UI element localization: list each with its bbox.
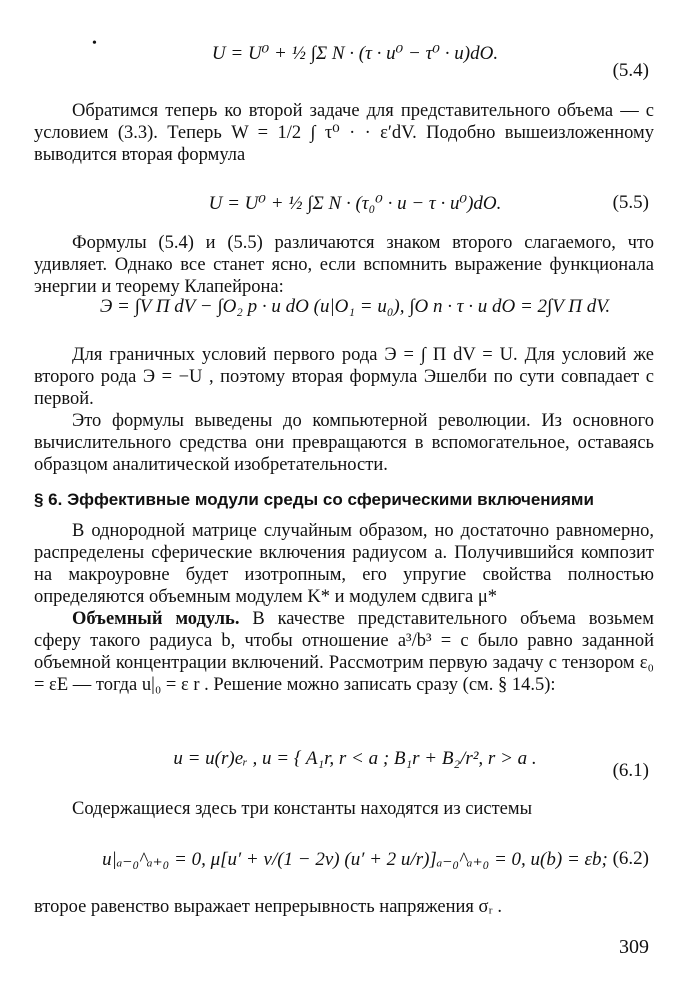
paragraph-3: Для граничных условий первого рода Э = ∫ Π dV = U. Для условий же второго рода Э = −U , поэтому вторая формула Эшелби по сути совпадает с первой. bbox=[34, 345, 654, 409]
paragraph-8: второе равенство выражает непрерывность напряжения σᵣ . bbox=[34, 897, 502, 917]
paragraph-2: Формулы (5.4) и (5.5) различаются знаком второго слагаемого, что удивляет. Однако все станет ясно, если вспомнить выражение функционала энергии и теорему Клапейрона: bbox=[34, 233, 654, 297]
paragraph-7: Содержащиеся здесь три константы находятся из системы bbox=[72, 799, 533, 819]
equation-energy: Э = ∫V Π dV − ∫O₂ p · u dO (u|O₁ = u₀), ∫O n · τ · u dO = 2∫V Π dV. bbox=[99, 296, 611, 317]
section-heading: § 6. Эффективные модули среды со сферическими включениями bbox=[34, 490, 594, 509]
equation-6-1: u = u(r)eᵣ , u = { A₁r, r < a ; B₁r + B₂/r², r > a . bbox=[173, 748, 537, 769]
equation-number-6-1: (6.1) bbox=[612, 760, 649, 781]
paragraph-6 bbox=[34, 608, 654, 696]
equation-number-5-5: (5.5) bbox=[612, 192, 649, 213]
stray-mark: • bbox=[92, 36, 97, 51]
equation-number-5-4: (5.4) bbox=[612, 60, 649, 81]
paragraph-6-body: В качестве представительного объема возьмем сферу такого радиуса b, чтобы отношение a³/b³ = c было равно заданной объемной концентрации включений. Рассмотрим первую задачу с тензором ε₀ = εE — тогда u|₀ = ε r . Решение можно записать сразу (см. § 14.5): bbox=[34, 609, 654, 695]
paragraph-6-lead: Объемный модуль. bbox=[72, 609, 240, 629]
paragraph-5: В однородной матрице случайным образом, но достаточно равномерно, распределены сферические включения радиусом a. Получившийся композит на макроуровне будет изотропным, его упругие свойства полностью определяются объемным модулем K* и модулем сдвига μ* bbox=[34, 521, 654, 607]
page-number: 309 bbox=[619, 936, 649, 958]
equation-number-6-2: (6.2) bbox=[612, 848, 649, 869]
equation-5-5: U = U⁰ + ½ ∫Σ N · (τ₀⁰ · u − τ · u⁰)dO. bbox=[208, 193, 502, 214]
paragraph-4: Это формулы выведены до компьютерной революции. Из основного вычислительного средства они превращаются в вспомогательное, оставаясь образцом аналитической изобретательности. bbox=[34, 411, 654, 475]
equation-5-4: U = U⁰ + ½ ∫Σ N · (τ · u⁰ − τ⁰ · u)dO. bbox=[211, 43, 499, 64]
equation-6-2: u|ₐ₋₀^ₐ₊₀ = 0, μ[u′ + ν/(1 − 2ν) (u′ + 2 u/r)]ₐ₋₀^ₐ₊₀ = 0, u(b) = εb; bbox=[102, 849, 608, 870]
paragraph-1: Обратимся теперь ко второй задаче для представительного объема — с условием (3.3). Теперь W = 1/2 ∫ τ⁰ · · ε′dV. Подобно вышеизложенному выводится вторая формула bbox=[34, 101, 654, 165]
